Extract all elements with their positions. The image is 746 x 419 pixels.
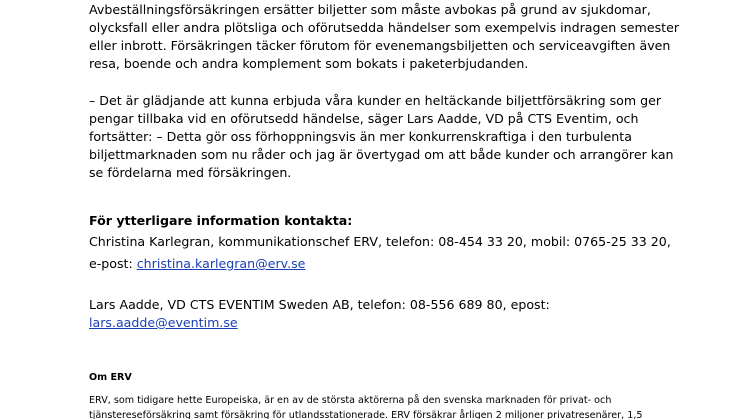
paragraph-insurance-coverage xyxy=(89,1,689,73)
paragraph-quote xyxy=(89,92,689,182)
paragraph-line: pengar tillbaka vid en oförutsedd händelse, säger Lars Aadde, VD på CTS Eventim, och xyxy=(89,111,639,126)
email-label: e-post: xyxy=(89,256,137,271)
contact-person-2-email-line xyxy=(89,314,689,332)
contact-person-1 xyxy=(89,233,689,273)
paragraph-line: – Det är glädjande att kunna erbjuda våra kunder en heltäckande biljettförsäkring som ger xyxy=(89,93,662,108)
contact-person-2-details: Lars Aadde, VD CTS EVENTIM Sweden AB, telefon: 08-556 689 80, epost: xyxy=(89,297,550,312)
contact-person-2 xyxy=(89,296,689,332)
paragraph-line: se fördelarna med försäkringen. xyxy=(89,165,292,180)
about-line: tjänstereseförsäkring samt försäkring för utlandsstationerade. ERV försäkrar årligen 2 miljoner privatresenärer, 1,5 xyxy=(89,410,643,419)
paragraph-line: biljettmarknaden som nu råder och jag är övertygad om att både kunder och arrangörer kan xyxy=(89,147,674,162)
about-heading: Om ERV xyxy=(89,372,132,383)
paragraph-line: eller inbrott. Försäkringen täcker förutom för evenemangsbiljetten och serviceavgiften även xyxy=(89,38,671,53)
email-link-christina[interactable]: christina.karlegran@erv.se xyxy=(136,256,306,271)
about-line: ERV, som tidigare hette Europeiska, är en av de största aktörerna på den svenska marknaden för privat- och xyxy=(89,395,612,406)
paragraph-line: resa, boende och andra komplement som bokats i paketerbjudanden. xyxy=(89,56,529,71)
paragraph-line: fortsätter: – Detta gör oss förhoppningsvis än mer konkurrenskraftiga i den turbulenta xyxy=(89,129,632,144)
paragraph-line: Avbeställningsförsäkringen ersätter biljetter som måste avbokas på grund av sjukdomar, xyxy=(89,2,651,17)
about-paragraph xyxy=(89,395,689,419)
paragraph-line: olycksfall eller andra plötsliga och oförutsedda händelser som exempelvis indragen semester xyxy=(89,20,679,35)
contact-person-1-email-line xyxy=(89,255,689,273)
email-link-lars[interactable]: lars.aadde@eventim.se xyxy=(89,315,238,330)
contact-person-1-details: Christina Karlegran, kommunikationschef ERV, telefon: 08-454 33 20, mobil: 0765-25 33 20, xyxy=(89,234,671,249)
contact-heading: För ytterligare information kontakta: xyxy=(89,213,353,228)
